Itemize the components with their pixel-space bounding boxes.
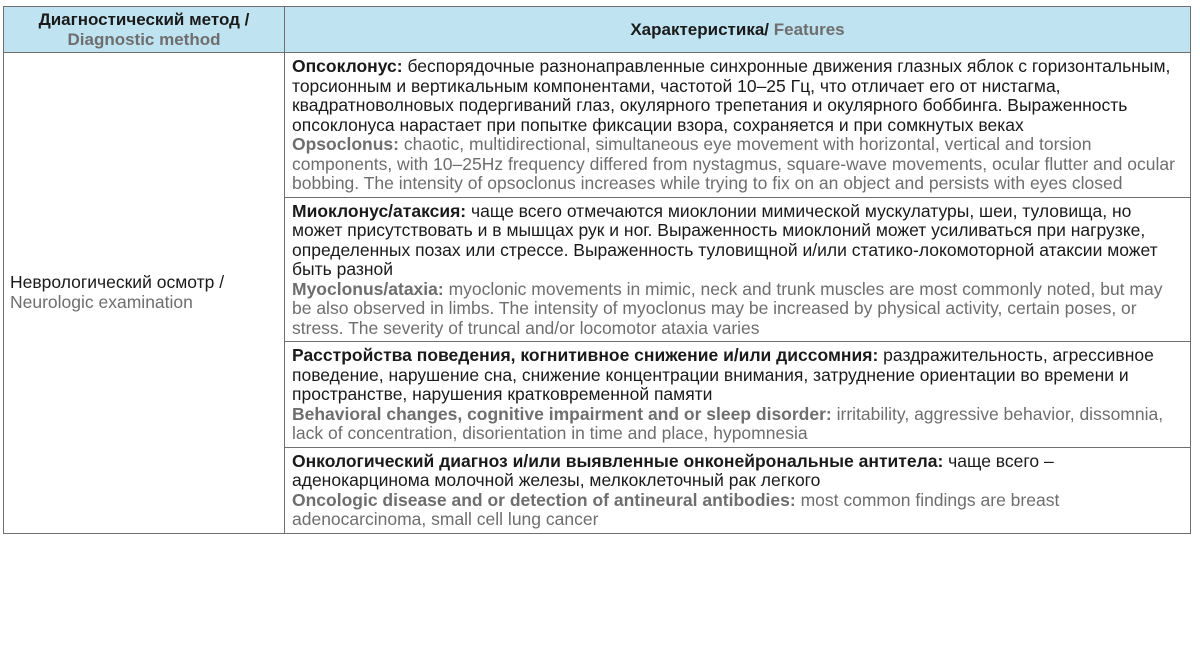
feature-en-title: Opsoclonus: (292, 134, 399, 154)
feature-en (292, 135, 1184, 194)
feature-ru-text: раздражительность, агрессивное поведение, нарушение сна, снижение концентрации внимания, затруднение ориентации во времени и пространстве, нарушения кратковременной памяти (292, 345, 1154, 404)
feature-ru-title: Расстройства поведения, когнитивное снижение и/или диссомния: (292, 345, 879, 365)
feature-ru-title: Опсоклонус: (292, 56, 403, 76)
feature-ru-title: Миоклонус/атаксия: (292, 200, 467, 221)
feature-en-text: irritability, aggressive behavior, dissomnia, lack of concentration, disorientation in time and place, hypomnesia (292, 403, 1164, 443)
feature-en (292, 491, 1184, 530)
header-method-ru: Диагностический метод / (38, 10, 250, 29)
feature-en-title: Oncologic disease and or detection of antineural antibodies: (292, 489, 796, 510)
feature-ru (292, 346, 1184, 405)
header-diagnostic-method (4, 7, 285, 53)
diagnostic-table (3, 6, 1191, 534)
feature-cell-myoclonus (285, 197, 1191, 342)
feature-en-text: myoclonic movements in mimic, neck and trunk muscles are most commonly noted, but may be also observed in limbs. The intensity of myoclonus may be increased by physical activity, certain poses, or stress. The severity of truncal and/or locomotor ataxia varies (292, 278, 1163, 338)
feature-ru (292, 57, 1184, 135)
feature-cell-oncologic (285, 447, 1191, 533)
header-method-en: Diagnostic method (67, 30, 221, 49)
feature-en-title: Behavioral changes, cognitive impairment and or sleep disorder: (292, 403, 832, 424)
feature-ru (292, 452, 1184, 491)
method-en: Neurologic examination (10, 291, 193, 312)
feature-en (292, 405, 1184, 444)
method-cell (4, 53, 285, 534)
feature-ru-text: чаще всего – аденокарцинома молочной железы, мелкоклеточный рак легкого (292, 450, 1054, 490)
header-features-ru: Характеристика/ (630, 20, 770, 39)
method-ru: Неврологический осмотр / (10, 272, 225, 293)
header-features-en: Features (773, 20, 845, 39)
feature-ru-text: беспорядочные разнонаправленные синхронные движения глазных яблок с горизонтальным, торсионным и вертикальным компонентами, частотой 10–25 Гц, что отличает его от нистагма, квадратноволновых подергиваний глаз, окулярного трепетания и окулярного боббинга. Выраженность опсоклонуса нарастает при попытке фиксации взора, сохраняется и при сомкнутых веках (292, 56, 1171, 135)
feature-ru-text: чаще всего отмечаются миоклонии мимической мускулатуры, шеи, туловища, но может присутствовать и в мышцах рук и ног. Выраженность миоклоний может усиливаться при нагрузке, определенных позах или стрессе. Выраженность туловищной и/или статико-локомоторной атаксии может быть разной (292, 200, 1158, 279)
feature-en-text: chaotic, multidirectional, simultaneous eye movement with horizontal, vertical and torsion components, with 10–25Hz frequency differed from nystagmus, square-wave movements, ocular flutter and ocular bobbing. The intensity of opsoclonus increases while trying to fix on an object and persists with eyes closed (292, 134, 1175, 193)
feature-cell-opsoclonus (285, 53, 1191, 198)
table-row (4, 53, 1191, 198)
feature-ru-title: Онкологический диагноз и/или выявленные онконейрональные антитела: (292, 450, 944, 471)
feature-en-title: Myoclonus/ataxia: (292, 278, 444, 299)
header-row (4, 7, 1191, 53)
feature-ru (292, 202, 1184, 280)
feature-cell-behavioral (285, 342, 1191, 448)
feature-en (292, 280, 1184, 339)
feature-en-text: most common findings are breast adenocarcinoma, small cell lung cancer (292, 489, 1060, 529)
header-features (285, 7, 1191, 53)
